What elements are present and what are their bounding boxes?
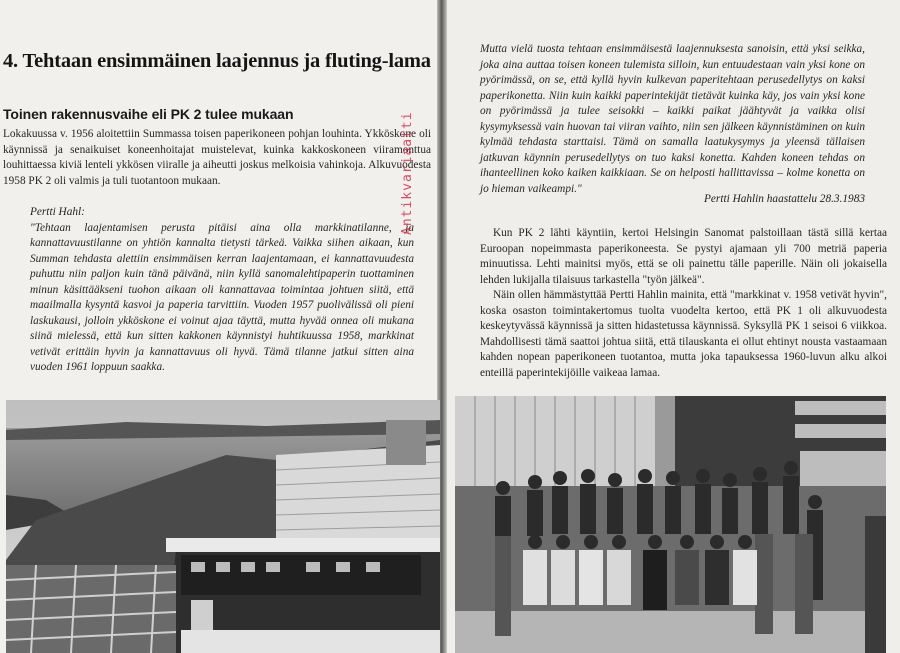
antikvariaatti-watermark <box>400 111 415 235</box>
body-paragraph-1: Kun PK 2 lähti käyntiin, kertoi Helsingin Sanomat palstoillaan tästä sillä kertaa Euroopan nopeimmasta paperikoneesta. Se pystyi ajamaan yli 700 metriä paperia minuutissa. Lehti mainitsi myös, että se oli painettu tälle paperille. Näin oli jokaisella lehden lukijalla tilaisuus tarkastella "työn jälkeä". <box>480 227 887 286</box>
factory-aerial-photo <box>6 400 440 653</box>
chapter-title: 4. Tehtaan ensimmäinen laajennus ja fluting-lama <box>3 50 431 72</box>
watermark-text: Antikvariaatti <box>400 111 415 235</box>
right-body-text <box>480 226 887 381</box>
factory-photo-graphic <box>6 400 440 653</box>
body-paragraph-2: Näin ollen hämmästyttää Pertti Hahlin mainita, että "markkinat v. 1958 vetivät hyvin", koska osaston toimintakertomus tuolta vuodelta kertoo, että PK 1 oli alkuvuodesta keskeytyvässä käynnissä ja sitten hidastetussa käynnissä. Syksyllä PK 1 seisoi 6 viikkoa. Mahdollisesti tämä saattoi johtua siitä, että tilauskanta ei ollut ehtinyt nousta vastaamaan kahden nopean paperikoneen tuotantoa, mutta joka tapauksessa 1960-luvun alku alkoi enteillä paperintekijöille vaikeaa lamaa. <box>480 289 887 379</box>
section-heading: Toinen rakennusvaihe eli PK 2 tulee mukaan <box>3 106 294 122</box>
intro-paragraph: Lokakuussa v. 1956 aloitettiin Summassa toisen paperikoneen pohjan louhinta. Ykköskone oli käynnissä ja senaikuiset koneenhoitajat muistelevat, kuinka kakkoskoneen viiramonttua louhittaessa kiviä lenteli ykkösen viiralle ja aiheutti joskus melkoisia vahinkoja. Alkuvuodesta 1958 PK 2 oli valmis ja tuli tuotantoon mukaan. <box>3 128 431 187</box>
interview-quote-left <box>30 205 414 376</box>
interview-quote-right: Mutta vielä tuosta tehtaan ensimmäisestä laajennuksesta sanoisin, että yksi seikka, joka aina auttaa toisen koneen tulemista silloin, kun entuudestaan vain yksi kone on pyörimässä, on se, että kyllä hyvin kulkevan paperitehtaan perusedellytys on kaksi paperikonetta. Niin kuin kaikki paperintekijät tietävät kuinka käy, jos vain yksi kone on pyörimässä ja tulee seisokki – kaikki paikat jäähtyvät ja vaikka olisi kysymyksessä vain huovan tai viiran vaihto, niin sen jälkeen käynnistäminen on kuin kylmää tehdasta starttaisi. Tämä on samalla laatukysymys ja yleensä tällaisen jatkuvan käynnin perusedellytys on tuo kaksi konetta. Kahden koneen tehdas on ihanteellinen koko kaiken kaikkiaan. Se on helposti hallittavissa – kolme konetta on jo hieman vaikeampi." <box>480 43 865 195</box>
group-photo-graphic <box>455 396 886 653</box>
quote-attribution: Pertti Hahlin haastattelu 28.3.1983 <box>704 193 865 205</box>
workers-group-photo <box>455 396 886 653</box>
quote-text-left: "Tehtaan laajentamisen perusta pitäisi aina olla markkinatilanne, ja kannattavuustilanne on yhtiön kannalta tietysti tärkeä. Vaikka siihen aikaan, kun Summan tehdasta alettiin ensimmäisen kerran laajentamaan, ei kannattavuudesta puhuttu niin paljon kuin tänä päivänä, niin kyllä sanomalehtipaperin tuottaminen minun käsittääkseni tuohon aikaan oli kannattavaa toimintaa johtuen siitä, että maailmalla kysyntä kasvoi ja paperia tarvittiin. Vuoden 1957 puolivälissä oli pieni laskukausi, jolloin ykköskone ei voinut ajaa täyttä, mutta hyvää onnea oli mukana siinä mielessä, että kun sitten kakkonen käynnistyi huhtikuussa 1958, markkinat vetivät erittäin hyvin ja kannattavuus oli hyvä. Tämä tilanne jatkui sitten aina vuoden 1961 loppuun saakka. <box>30 221 414 373</box>
quote-author: Pertti Hahl: <box>30 206 85 218</box>
